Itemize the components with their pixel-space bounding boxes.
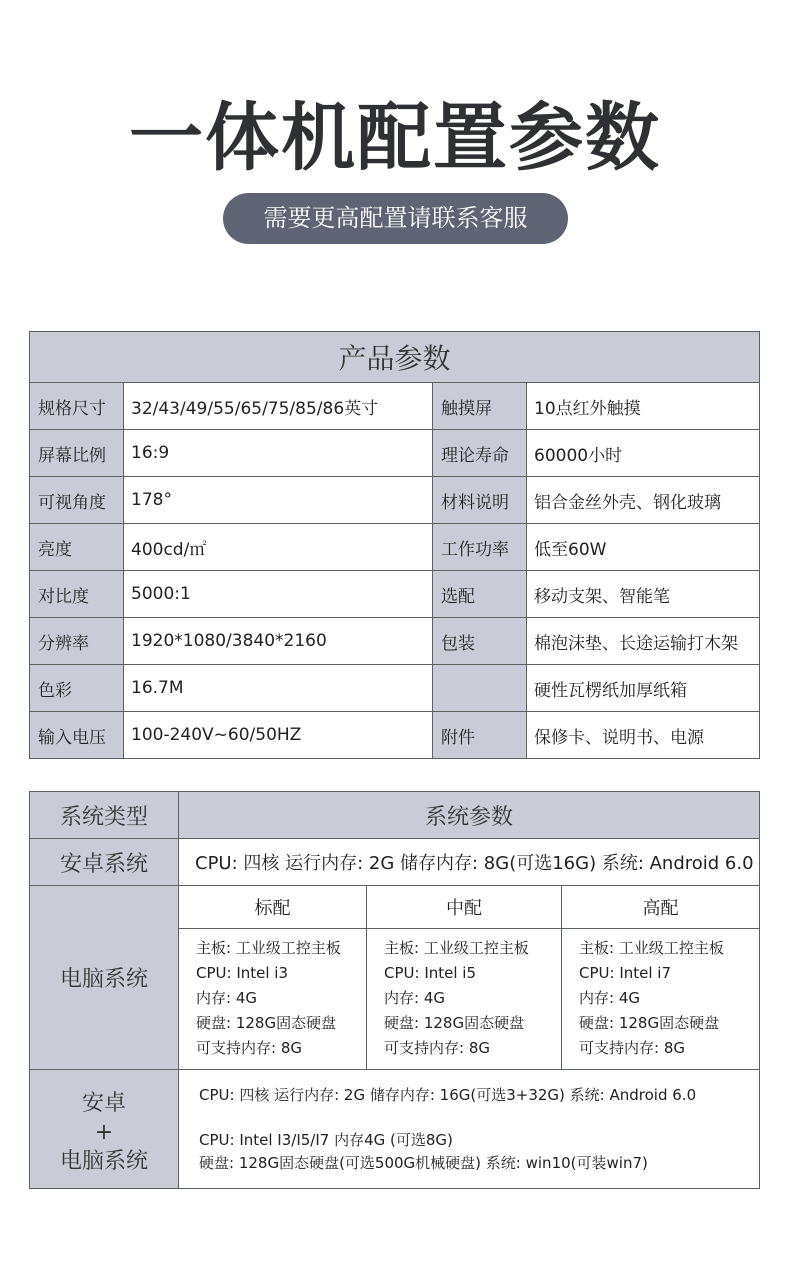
tier-standard-header: 标配 xyxy=(179,886,367,929)
param-key: 可视角度 xyxy=(30,477,124,524)
spec-line: 内存: 4G xyxy=(196,989,257,1007)
param-key xyxy=(433,665,527,712)
tier-high-specs xyxy=(562,929,760,1070)
param-key: 屏幕比例 xyxy=(30,430,124,477)
param-key: 触摸屏 xyxy=(433,383,527,430)
param-key: 选配 xyxy=(433,571,527,618)
param-value: 16:9 xyxy=(124,430,433,477)
combo-spec-line: CPU: Intel I3/I5/I7 内存4G (可选8G) xyxy=(199,1130,453,1149)
table-row xyxy=(30,712,760,759)
spec-line: CPU: Intel i3 xyxy=(196,964,289,982)
contact-service-banner: 需要更高配置请联系客服 xyxy=(223,193,568,244)
spec-line: 硬盘: 128G固态硬盘 xyxy=(579,1014,720,1032)
spec-line: 硬盘: 128G固态硬盘 xyxy=(384,1014,525,1032)
spec-line: 主板: 工业级工控主板 xyxy=(196,939,341,957)
param-key: 包装 xyxy=(433,618,527,665)
param-value: 32/43/49/55/65/75/85/86英寸 xyxy=(124,383,433,430)
param-value: 移动支架、智能笔 xyxy=(527,571,760,618)
android-system-spec: CPU: 四核 运行内存: 2G 储存内存: 8G(可选16G) 系统: Android 6.0 xyxy=(179,839,760,886)
spec-line: 可支持内存: 8G xyxy=(196,1039,302,1057)
spec-line: 硬盘: 128G固态硬盘 xyxy=(196,1014,337,1032)
combo-label-plus: + xyxy=(94,1119,114,1145)
spec-line: 内存: 4G xyxy=(579,989,640,1007)
param-value: 棉泡沫垫、长途运输打木架 xyxy=(527,618,760,665)
system-params-table xyxy=(29,791,760,1189)
combo-system-spec xyxy=(179,1070,760,1189)
param-key: 对比度 xyxy=(30,571,124,618)
spec-line: 内存: 4G xyxy=(384,989,445,1007)
spec-line: 主板: 工业级工控主板 xyxy=(384,939,529,957)
table-row xyxy=(30,477,760,524)
param-value: 硬性瓦楞纸加厚纸箱 xyxy=(527,665,760,712)
param-key: 输入电压 xyxy=(30,712,124,759)
table-row xyxy=(30,383,760,430)
param-value: 保修卡、说明书、电源 xyxy=(527,712,760,759)
param-key: 分辨率 xyxy=(30,618,124,665)
table-row xyxy=(30,618,760,665)
param-key: 工作功率 xyxy=(433,524,527,571)
table-row xyxy=(30,524,760,571)
combo-label-bottom: 电脑系统 xyxy=(59,1148,148,1174)
tier-high-header: 高配 xyxy=(562,886,760,929)
param-value: 5000:1 xyxy=(124,571,433,618)
combo-spec-line: 硬盘: 128G固态硬盘(可选500G机械硬盘) 系统: win10(可装win7) xyxy=(199,1153,648,1172)
system-type-header: 系统类型 xyxy=(30,792,179,839)
pc-system-label: 电脑系统 xyxy=(30,886,179,1070)
param-value: 178° xyxy=(124,477,433,524)
param-value: 60000小时 xyxy=(527,430,760,477)
table-row xyxy=(30,665,760,712)
spec-line: 可支持内存: 8G xyxy=(579,1039,685,1057)
param-value: 10点红外触摸 xyxy=(527,383,760,430)
param-key: 色彩 xyxy=(30,665,124,712)
param-value: 铝合金丝外壳、钢化玻璃 xyxy=(527,477,760,524)
param-key: 规格尺寸 xyxy=(30,383,124,430)
tier-mid-specs xyxy=(367,929,562,1070)
system-params-header: 系统参数 xyxy=(179,792,760,839)
product-params-table xyxy=(29,331,760,759)
tier-mid-header: 中配 xyxy=(367,886,562,929)
table-row xyxy=(30,571,760,618)
param-value: 16.7M xyxy=(124,665,433,712)
param-key: 附件 xyxy=(433,712,527,759)
param-key: 理论寿命 xyxy=(433,430,527,477)
param-key: 亮度 xyxy=(30,524,124,571)
product-params-heading: 产品参数 xyxy=(30,332,760,383)
spec-line: CPU: Intel i5 xyxy=(384,964,477,982)
combo-system-label xyxy=(30,1070,179,1189)
spec-line: CPU: Intel i7 xyxy=(579,964,672,982)
param-value: 1920*1080/3840*2160 xyxy=(124,618,433,665)
tier-standard-specs xyxy=(179,929,367,1070)
spec-line: 主板: 工业级工控主板 xyxy=(579,939,724,957)
android-system-label: 安卓系统 xyxy=(30,839,179,886)
param-key: 材料说明 xyxy=(433,477,527,524)
combo-spec-line: CPU: 四核 运行内存: 2G 储存内存: 16G(可选3+32G) 系统: Android 6.0 xyxy=(199,1085,697,1104)
spec-line: 可支持内存: 8G xyxy=(384,1039,490,1057)
page-title: 一体机配置参数 xyxy=(129,95,661,181)
param-value: 400cd/㎡ xyxy=(124,524,433,571)
table-row xyxy=(30,430,760,477)
param-value: 低至60W xyxy=(527,524,760,571)
param-value: 100-240V~60/50HZ xyxy=(124,712,433,759)
combo-label-top: 安卓 xyxy=(81,1090,126,1116)
